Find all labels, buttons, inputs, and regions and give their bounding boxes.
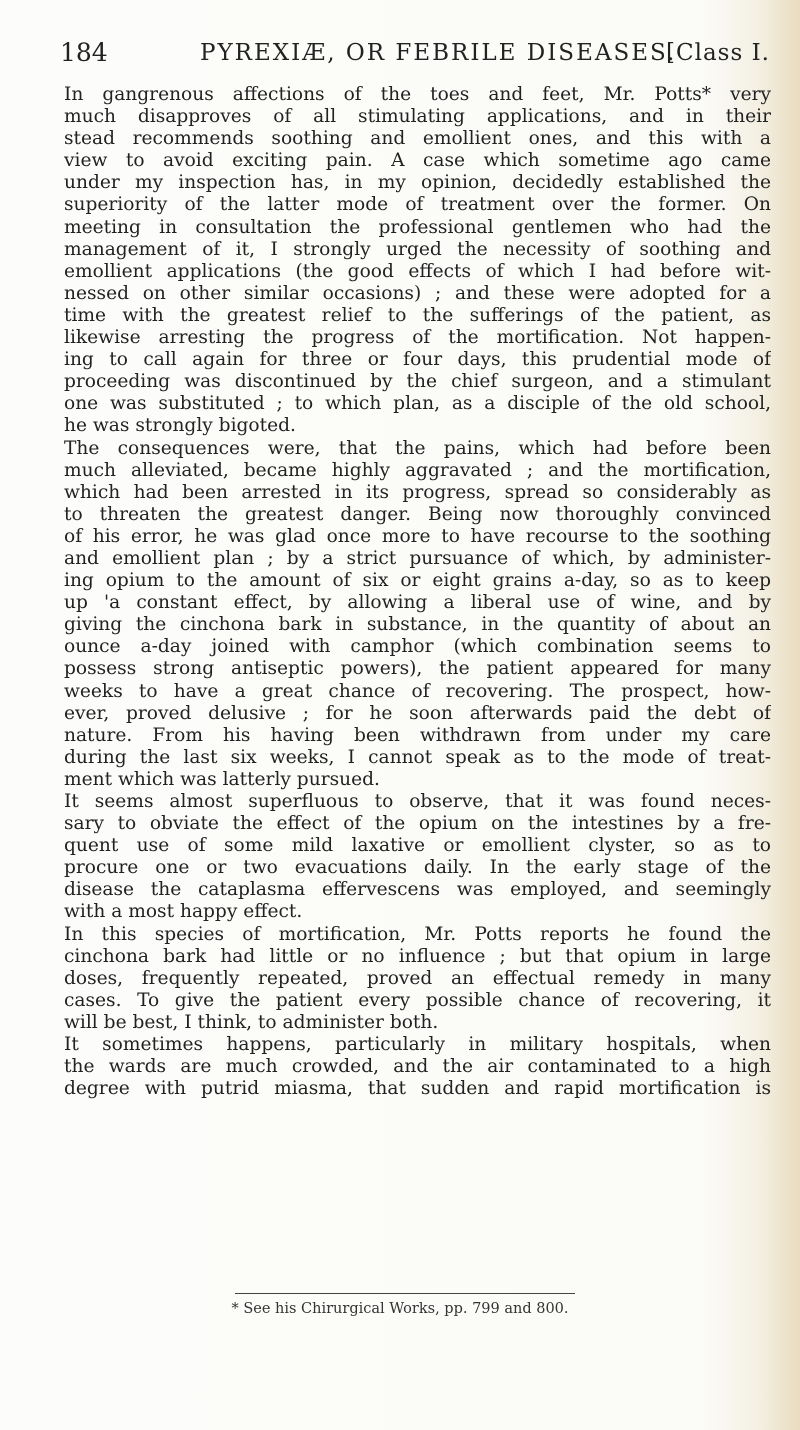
text-line: emollient applications (the good effects of which I had before wit- [64, 260, 771, 282]
text-line: cases. To give the patient every possible chance of recovering, it [64, 989, 771, 1011]
text-line: one was substituted ; to which plan, as a disciple of the old school, [64, 393, 771, 415]
text-line: to threaten the greatest danger. Being now thoroughly convinced [64, 503, 771, 525]
text-line: he was strongly bigoted. [64, 415, 296, 437]
text-line: superiority of the latter mode of treatment over the former. On [64, 194, 771, 216]
page-header [60, 38, 770, 78]
text-line: cinchona bark had little or no influence ; but that opium in large [64, 945, 771, 967]
text-line: and emollient plan ; by a strict pursuance of which, by administer- [64, 547, 771, 569]
text-line: procure one or two evacuations daily. In the early stage of the [64, 857, 771, 879]
text-line: much disapproves of all stimulating applications, and in their [64, 106, 771, 128]
text-line: giving the cinchona bark in substance, in the quantity of about an [64, 614, 771, 636]
text-line: It seems almost superfluous to observe, that it was found neces- [64, 791, 771, 812]
text-line: degree with putrid miasma, that sudden and rapid mortification is [64, 1078, 771, 1100]
text-line: In gangrenous affections of the toes and feet, Mr. Potts* very [64, 84, 771, 105]
body-text [64, 84, 771, 1100]
text-line: nessed on other similar occasions) ; and these were adopted for a [64, 282, 771, 304]
running-title: PYREXIÆ, OR FEBRILE DISEASES. [200, 40, 677, 66]
text-line: which had been arrested in its progress, spread so considerably as [64, 481, 771, 503]
text-line: of his error, he was glad once more to have recourse to the soothing [64, 525, 771, 547]
text-line: time with the greatest relief to the sufferings of the patient, as [64, 304, 771, 326]
text-line: It sometimes happens, particularly in military hospitals, when [64, 1034, 771, 1056]
text-line: under my inspection has, in my opinion, decidedly established the [64, 172, 771, 194]
text-line: ment which was latterly pursued. [64, 768, 380, 790]
text-line: stead recommends soothing and emollient ones, and this with a [64, 128, 771, 150]
text-line: during the last six weeks, I cannot speak as to the mode of treat- [64, 746, 771, 768]
text-line: ounce a-day joined with camphor (which combination seems to [64, 636, 771, 658]
text-line: sary to obviate the effect of the opium on the intestines by a fre- [64, 813, 771, 835]
text-line: management of it, I strongly urged the necessity of soothing and [64, 238, 771, 260]
text-line: In this species of mortification, Mr. Potts reports he found the [64, 923, 771, 945]
footnote-divider [235, 1293, 575, 1294]
text-line: possess strong antiseptic powers), the patient appeared for many [64, 658, 771, 680]
text-line: likewise arresting the progress of the mortification. Not happen- [64, 327, 771, 349]
page-number: 184 [60, 38, 108, 67]
text-line: quent use of some mild laxative or emollient clyster, so as to [64, 835, 771, 857]
text-line: up 'a constant effect, by allowing a liberal use of wine, and by [64, 592, 771, 614]
text-line: proceeding was discontinued by the chief surgeon, and a stimulant [64, 371, 771, 393]
text-line: ing to call again for three or four days, this prudential mode of [64, 349, 771, 371]
text-line: with a most happy effect. [64, 901, 303, 923]
text-line: nature. From his having been withdrawn from under my care [64, 724, 771, 746]
text-line: meeting in consultation the professional gentlemen who had the [64, 216, 771, 238]
text-line: much alleviated, became highly aggravated ; and the mortification, [64, 459, 771, 481]
text-line: the wards are much crowded, and the air contaminated to a high [64, 1056, 771, 1078]
text-line: ing opium to the amount of six or eight grains a-day, so as to keep [64, 570, 771, 592]
text-line: doses, frequently repeated, proved an effectual remedy in many [64, 967, 771, 989]
text-line: ever, proved delusive ; for he soon afterwards paid the debt of [64, 702, 771, 724]
text-line: will be best, I think, to administer both. [64, 1011, 439, 1033]
text-line: disease the cataplasma effervescens was employed, and seemingly [64, 879, 771, 901]
text-line: view to avoid exciting pain. A case which sometime ago came [64, 150, 771, 172]
text-line: The consequences were, that the pains, which had before been [64, 437, 771, 459]
text-line: weeks to have a great chance of recovering. The prospect, how- [64, 680, 771, 702]
footnote: * See his Chirurgical Works, pp. 799 and 800. [231, 1301, 569, 1317]
class-label: [Class I. [666, 40, 770, 66]
